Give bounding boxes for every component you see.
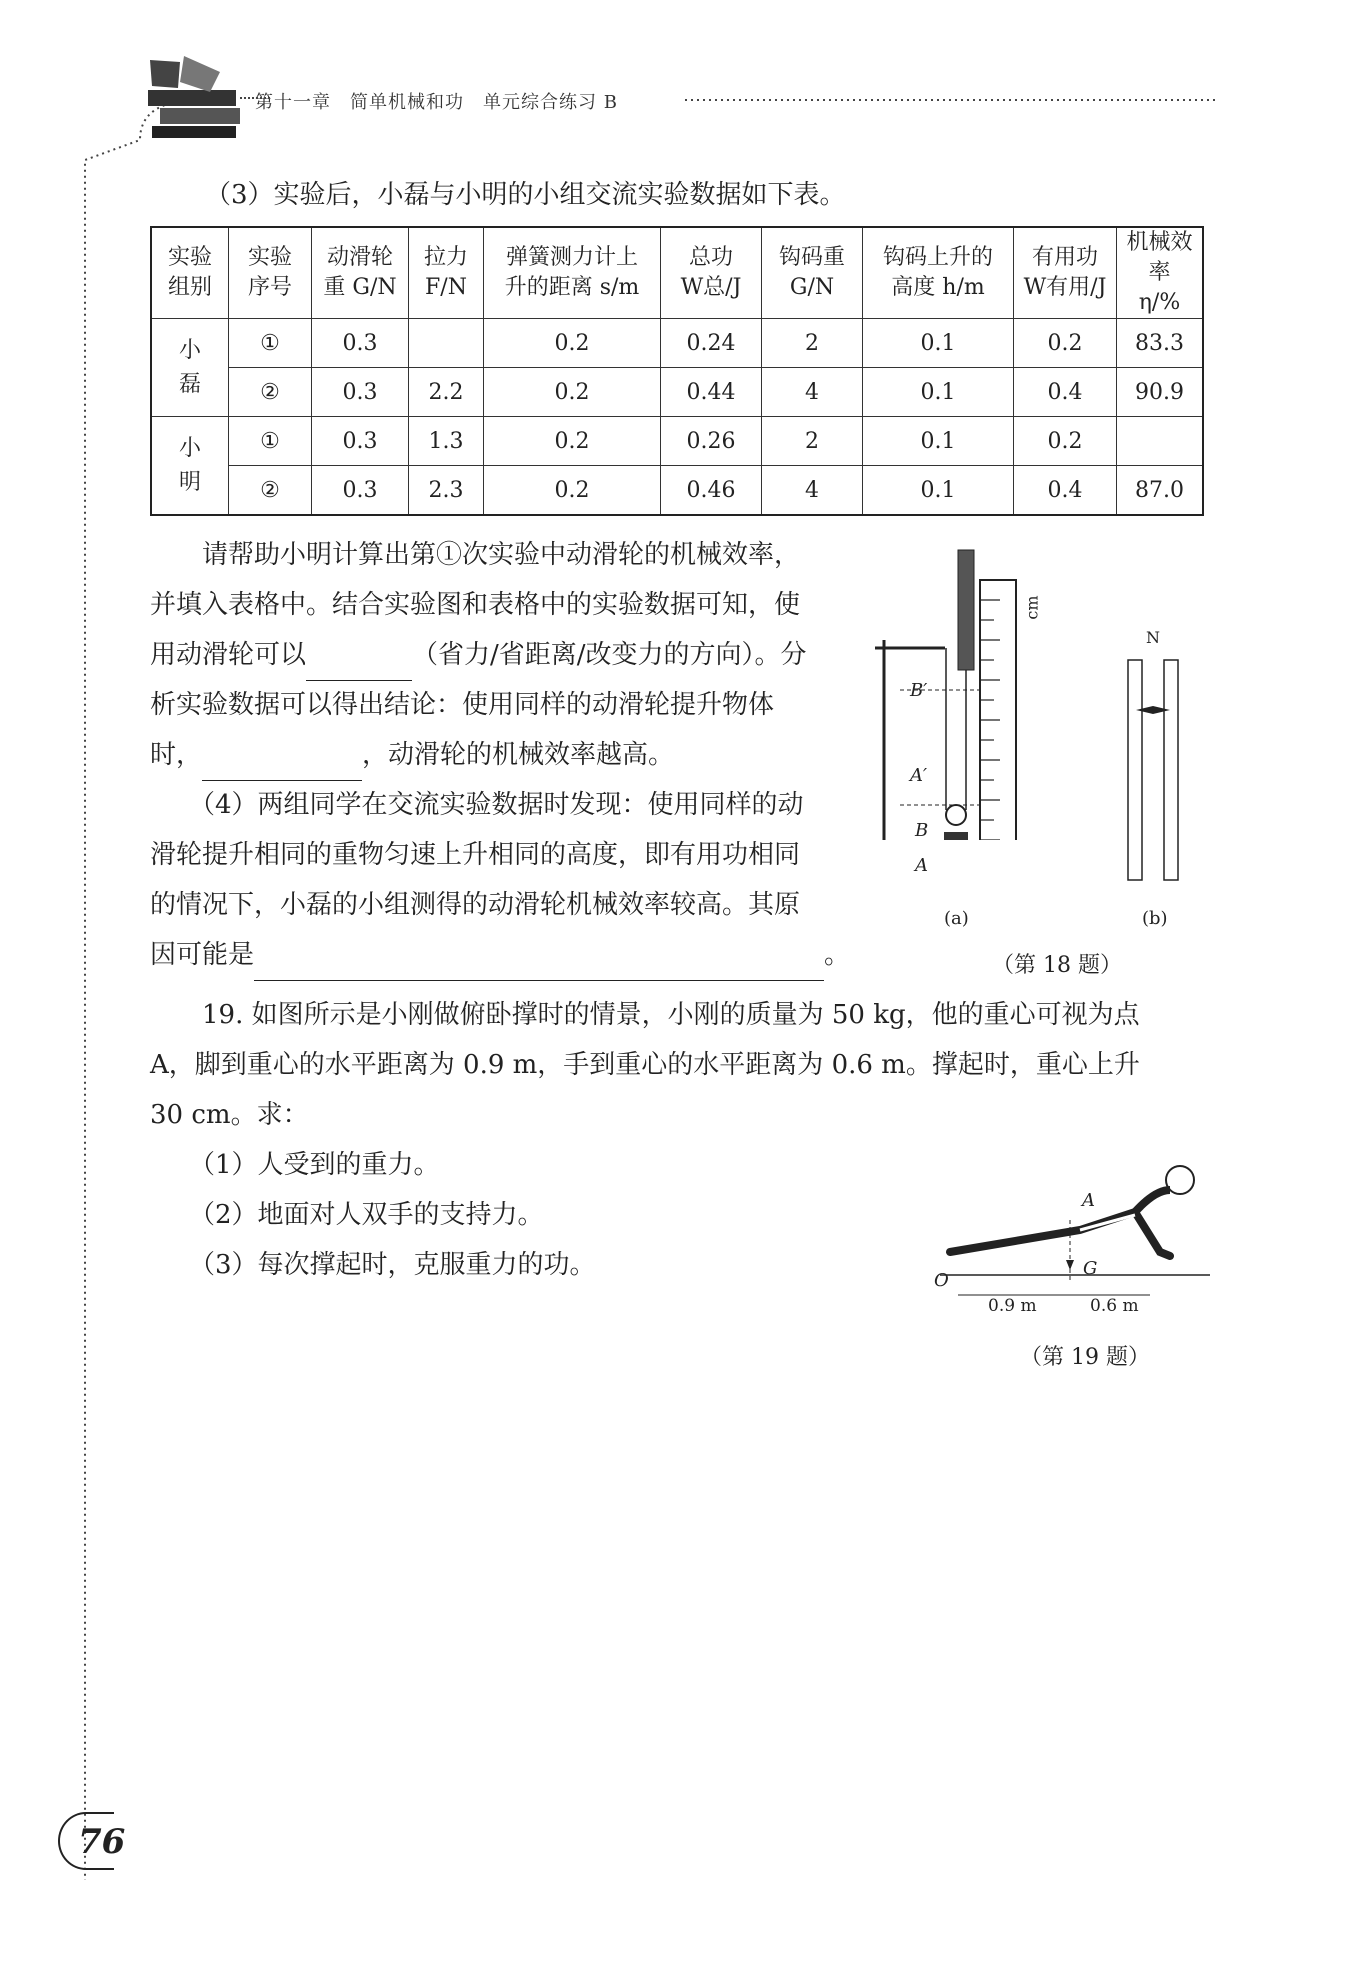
- page-number: 76: [78, 1822, 126, 1862]
- fig18-label: A: [915, 855, 928, 876]
- q18-line: 的情况下，小磊的小组测得的动滑轮机械效率较高。其原: [150, 890, 801, 920]
- answer-blank-2[interactable]: [202, 730, 362, 781]
- experiment-data-table: [150, 226, 1204, 516]
- fig18-label: A′: [910, 765, 928, 786]
- q19-line: （2）地面对人双手的支持力。: [150, 1200, 544, 1230]
- fig18-b-label: (b): [1142, 908, 1168, 929]
- fig19-caption: （第 19 题）: [1020, 1345, 1150, 1370]
- fig18-label: B′: [910, 680, 928, 701]
- q18-line: 析实验数据可以得出结论：使用同样的动滑轮提升物体: [150, 690, 775, 720]
- table-row: 小 磊 ① 0.3 0.2 0.24 2 0.1 0.2 83.3: [151, 319, 1203, 368]
- q18-line: 并填入表格中。结合实验图和表格中的实验数据可知，使: [150, 590, 801, 620]
- fig18-caption: （第 18 题）: [992, 953, 1122, 978]
- fig19-force-G: G: [1083, 1258, 1098, 1279]
- q18-line: 因可能是 。: [150, 930, 850, 981]
- q19-line: 30 cm。求：: [150, 1100, 309, 1130]
- pushup-figure: [930, 1140, 1220, 1320]
- books-logo-icon: [140, 52, 250, 142]
- answer-blank-3[interactable]: [254, 930, 824, 981]
- fig19-point-A: A: [1082, 1190, 1095, 1211]
- fig19-point-O: O: [934, 1270, 949, 1291]
- spring-scale-figure: [1108, 640, 1198, 890]
- q18-line: 时， ，动滑轮的机械效率越高。: [150, 730, 674, 781]
- q19-line: （1）人受到的重力。: [150, 1150, 440, 1180]
- q19-line: （3）每次撑起时，克服重力的功。: [150, 1250, 596, 1280]
- q18-line: 用动滑轮可以 （省力/省距离/改变力的方向）。分: [150, 630, 807, 681]
- fig18b-unit: N: [1146, 628, 1160, 647]
- pulley-experiment-figure: [870, 540, 1050, 840]
- answer-blank-1[interactable]: [306, 630, 412, 681]
- q18-line: （4）两组同学在交流实验数据时发现：使用同样的动: [150, 790, 804, 820]
- fig19-distance-2: 0.6 m: [1090, 1296, 1139, 1316]
- fig18-unit-cm: cm: [1022, 595, 1042, 620]
- q19-line: A，脚到重心的水平距离为 0.9 m，手到重心的水平距离为 0.6 m。撑起时，重心上升: [150, 1050, 1140, 1080]
- q18-part3-intro: （3）实验后，小磊与小明的小组交流实验数据如下表。: [205, 180, 846, 210]
- q18-line: 滑轮提升相同的重物匀速上升相同的高度，即有用功相同: [150, 840, 801, 870]
- fig19-distance-1: 0.9 m: [988, 1296, 1037, 1316]
- table-row: ② 0.3 2.2 0.2 0.44 4 0.1 0.4 90.9: [151, 368, 1203, 417]
- q18-line: 请帮助小明计算出第①次实验中动滑轮的机械效率，: [150, 540, 801, 570]
- fig18-a-label: (a): [944, 908, 969, 929]
- header-title: 第十一章 简单机械和功 单元综合练习 B: [255, 92, 618, 113]
- table-header-row: 实验 组别 实验 序号 动滑轮 重 G/N 拉力 F/N 弹簧测力计上 升的距离 s/m 总功 W总/J 钩码重 G/N 钩码上升的 高度 h/m 有用功 W有用/J 机械效率 η/%: [151, 227, 1203, 319]
- header-dots: [240, 97, 270, 99]
- fig18-label: B: [915, 820, 929, 841]
- table-row: 小 明 ① 0.3 1.3 0.2 0.26 2 0.1 0.2: [151, 417, 1203, 466]
- q19-line: 19. 如图所示是小刚做俯卧撑时的情景，小刚的质量为 50 kg，他的重心可视为点: [150, 1000, 1140, 1030]
- table-row: ② 0.3 2.3 0.2 0.46 4 0.1 0.4 87.0: [151, 466, 1203, 516]
